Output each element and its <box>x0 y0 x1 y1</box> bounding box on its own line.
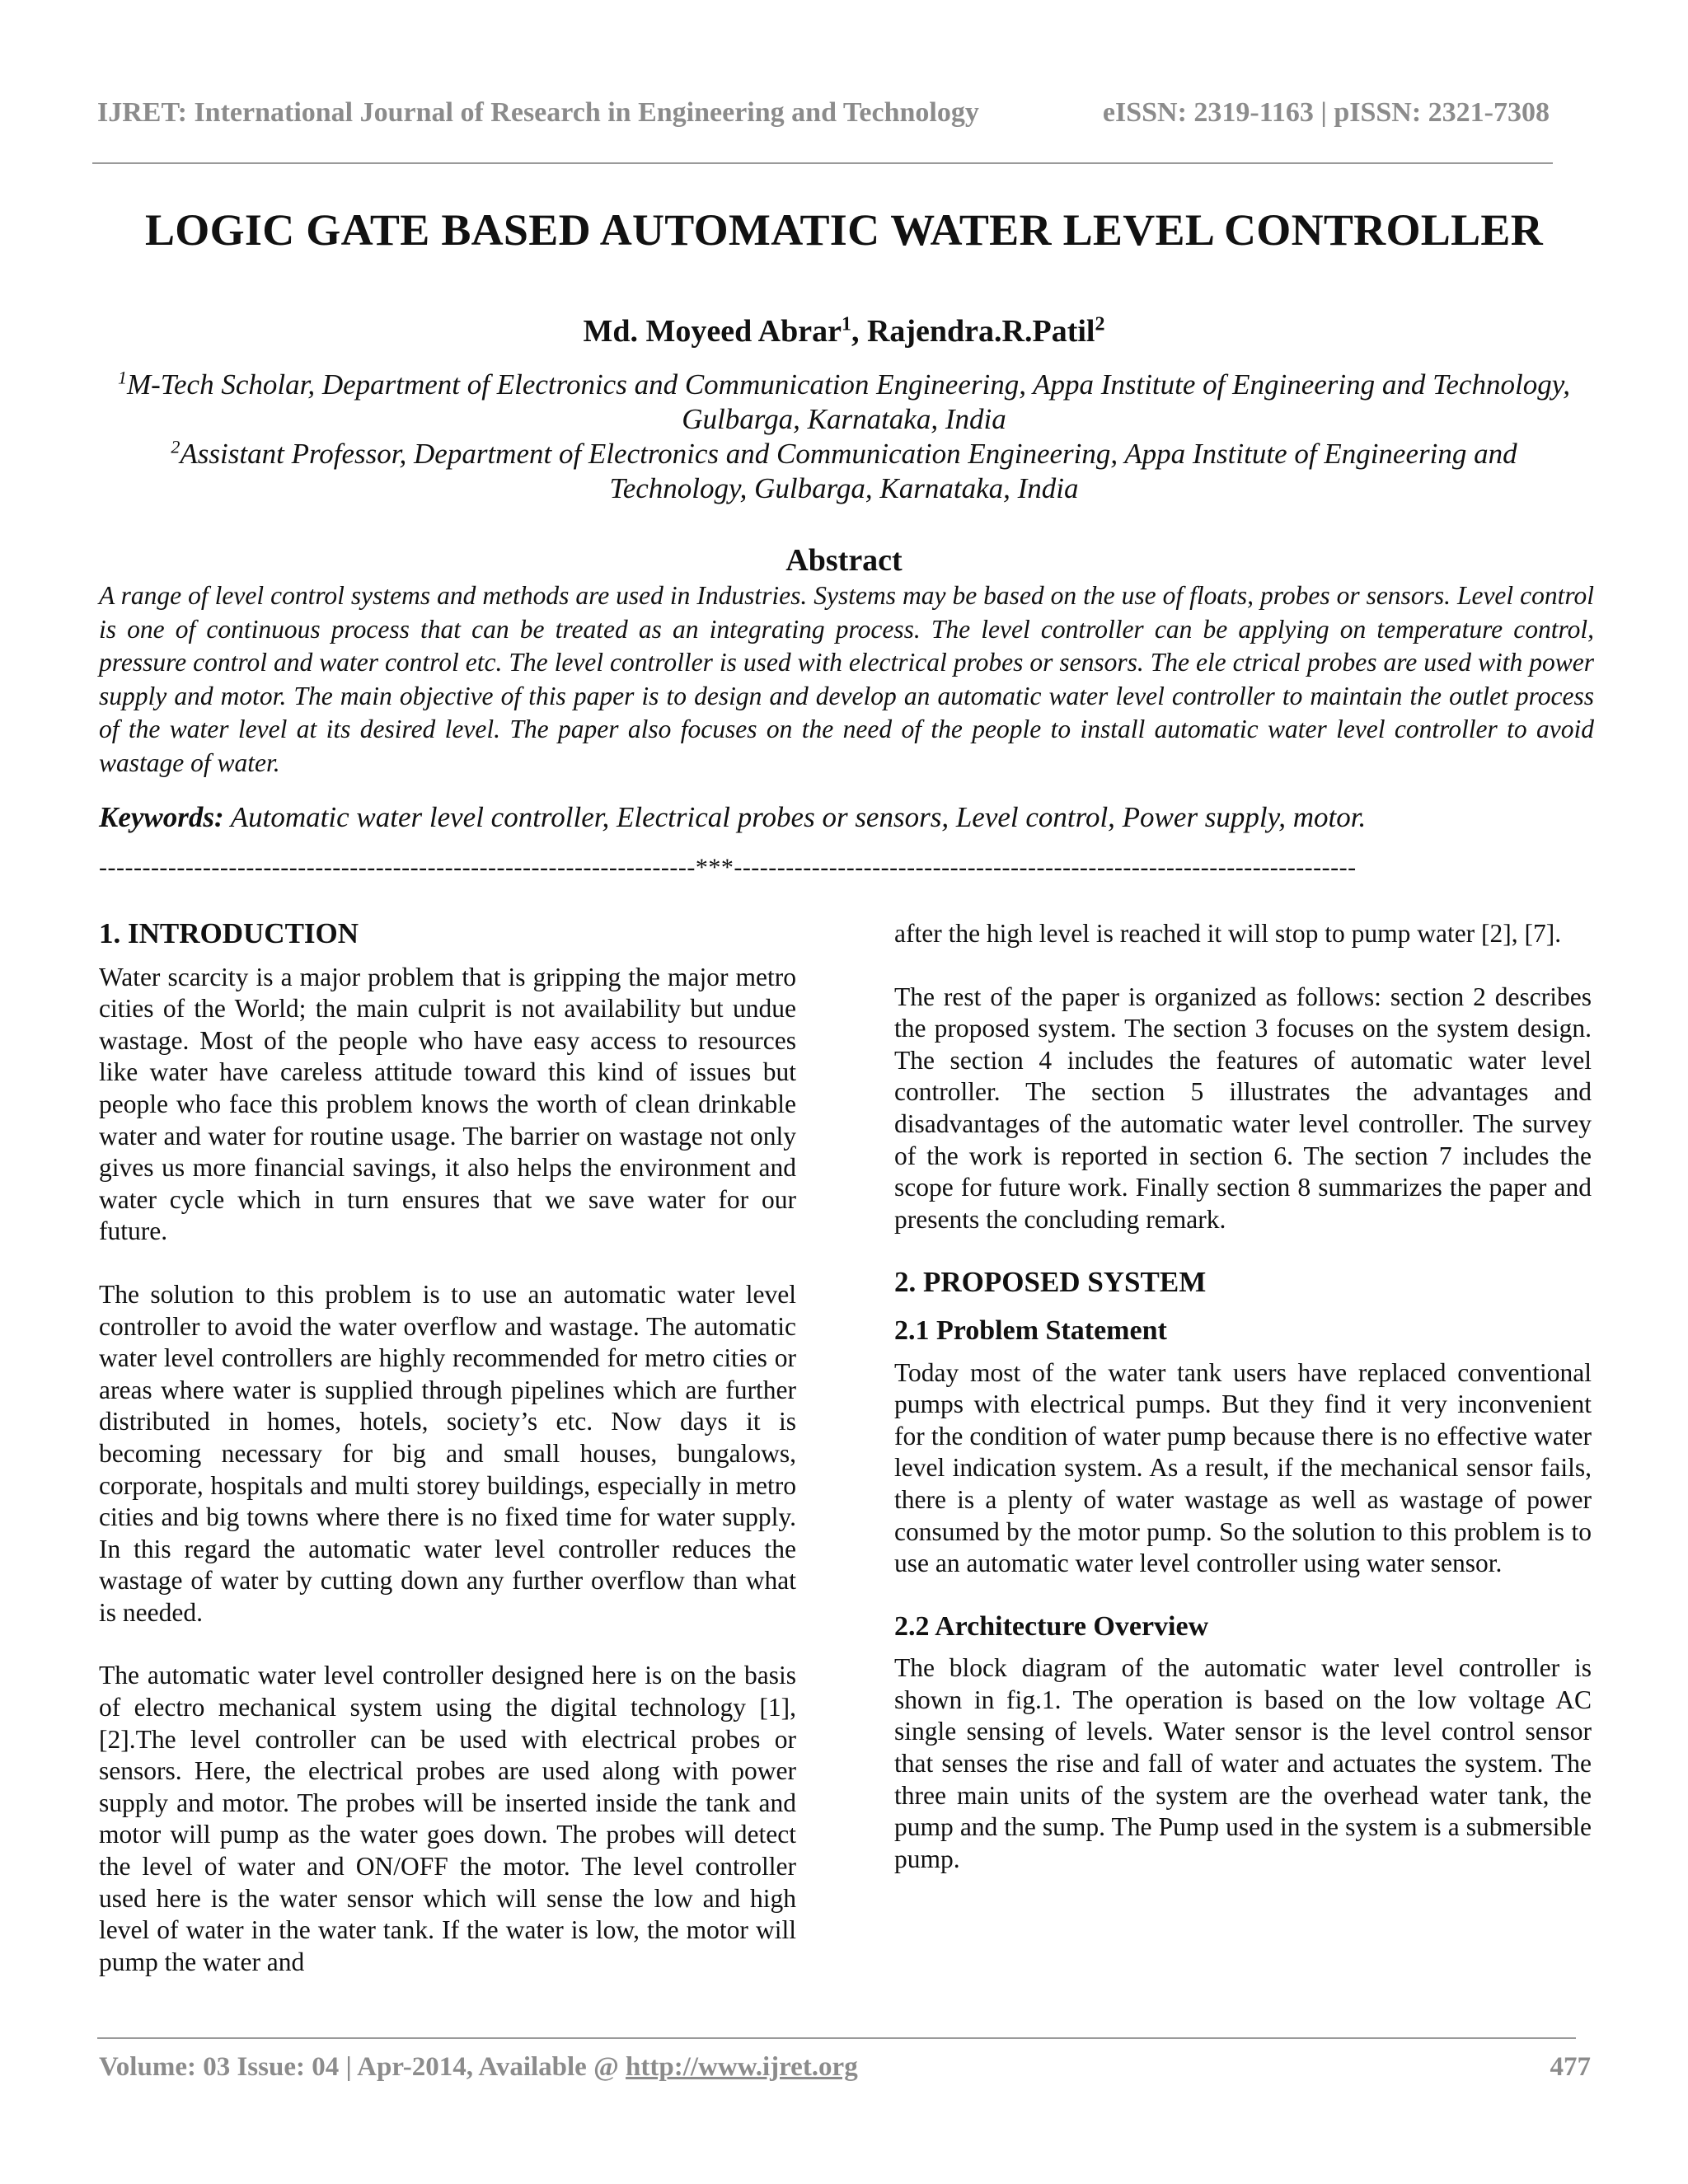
affiliation-mark: 1 <box>117 367 127 388</box>
footer-rule <box>97 2037 1576 2039</box>
abstract-text: A range of level control systems and methods are used in Industries. Systems may be based on the use of floats, probes or sensors. Level control is one of continuous process that can be treated as an integrating process. The level controller can be applying on temperature control, pressure control and water control etc. The level controller is used with electrical probes or sensors. The ele ctrical probes are used with power supply and motor. The main objective of this paper is to design and develop an automatic water level controller to maintain the outlet process of the water level at its desired level. The paper also focuses on the need of the people to install automatic water level controller to avoid wastage of water. <box>99 581 1594 777</box>
paper-title: LOGIC GATE BASED AUTOMATIC WATER LEVEL CONTROLLER <box>144 205 1544 255</box>
keywords-label: Keywords: <box>99 801 224 833</box>
affiliation-mark: 2 <box>1095 313 1105 335</box>
page-footer <box>99 2052 1591 2083</box>
abstract-heading: Abstract <box>785 543 903 578</box>
affiliation-text: Assistant Professor, Department of Electronics and Communication Engineering, Appa Institute of Engineering and Technology, Gulbarga, Karnataka, India <box>180 438 1517 504</box>
paragraph: Water scarcity is a major problem that is gripping the major metro cities of the World; the main culprit is not availability but undue wastage. Most of the people who have easy access to resources like water have careless attitude toward this kind of issues but people who face this problem knows the worth of clean drinkable water and water for routine usage. The barrier on wastage not only gives us more financial savings, it also helps the environment and water cycle which in turn ensures that we save water for our future. <box>99 962 796 1246</box>
affiliations <box>115 368 1573 506</box>
paragraph: Today most of the water tank users have replaced conventional pumps with electrical pumps. But they find it very inconvenient for the condition of water pump because there is no effective water level indication system. As a result, if the mechanical sensor fails, there is a plenty of water wastage as well as wastage of power consumed by the motor pump. So the solution to this problem is to use an automatic water level controller using water sensor. <box>894 1357 1592 1578</box>
affiliation-mark: 2 <box>171 436 181 457</box>
affiliation-mark: 1 <box>841 313 851 335</box>
author-separator: , <box>851 314 867 349</box>
issn: eISSN: 2319-1163 | pISSN: 2321-7308 <box>1102 97 1550 128</box>
section-heading: 1. INTRODUCTION <box>99 917 359 949</box>
right-column <box>894 918 1592 1875</box>
author-name: Rajendra.R.Patil <box>866 314 1095 349</box>
volume-info: Volume: 03 Issue: 04 | Apr-2014, Available @ <box>99 2052 626 2082</box>
left-column <box>99 918 796 1978</box>
paragraph: The solution to this problem is to use an automatic water level controller to avoid the water overflow and wastage. The automatic water level controllers are highly recommended for metro cities or areas where water is supplied through pipelines which are further distributed in homes, hotels, society’s etc. Now days it is becoming necessary for big and small houses, bungalows, corporate, hospitals and multi storey buildings, especially in metro cities and big towns where there is no fixed time for water supply. In this regard the automatic water level controller reduces the wastage of water by cutting down any further overflow than what is needed. <box>99 1279 796 1627</box>
paragraph: The block diagram of the automatic water level controller is shown in fig.1. The operation is based on the low voltage AC single sensing of levels. Water sensor is the level control sensor that senses the rise and fall of water and actuates the system. The three main units of the system are the overhead water tank, the pump and the sump. The Pump used in the system is a submersible pump. <box>894 1653 1592 1873</box>
footer-volume <box>99 2052 858 2083</box>
paragraph: The automatic water level controller designed here is on the basis of electro mechanical system using the digital technology [1], [2].The level controller can be used with electrical probes or sensors. Here, the electrical probes are used along with power supply and motor. The probes will be inserted inside the tank and motor will pump as the water goes down. The probes will detect the level of water and ON/OFF the motor. The level controller used here is the water sensor which will sense the low and high level of water in the water tank. If the water is low, the motor will pump the water and <box>99 1661 796 1976</box>
subsection-heading: 2.2 Architecture Overview <box>894 1610 1209 1642</box>
page-number: 477 <box>1550 2052 1591 2082</box>
author-name: Md. Moyeed Abrar <box>583 314 842 349</box>
keywords <box>99 801 1594 834</box>
affiliation-text: M-Tech Scholar, Department of Electronics and Communication Engineering, Appa Institute of Engineering and Technology, Gulbarga, Karnataka, India <box>126 368 1571 435</box>
section-heading: 2. PROPOSED SYSTEM <box>894 1266 1207 1299</box>
subsection-heading: 2.1 Problem Statement <box>894 1315 1167 1346</box>
running-header <box>97 97 1550 129</box>
section-divider: ---------------------------------------------------------------------***------------------------------------------------------------------------ <box>99 854 1357 881</box>
paragraph: after the high level is reached it will stop to pump water [2], [7]. <box>894 919 1562 948</box>
affiliation <box>115 368 1573 437</box>
keywords-text: Automatic water level controller, Electrical probes or sensors, Level control, Power supply, motor. <box>223 801 1367 833</box>
paragraph: The rest of the paper is organized as follows: section 2 describes the proposed system. The section 3 focuses on the system design. The section 4 includes the features of automatic water level controller. The section 5 illustrates the advantages and disadvantages of the automatic water level controller. The survey of the work is reported in section 6. The section 7 includes the scope for future work. Finally section 8 summarizes the paper and presents the concluding remark. <box>894 982 1592 1234</box>
affiliation <box>115 437 1573 506</box>
header-rule <box>92 162 1553 164</box>
author-line <box>0 313 1688 349</box>
journal-link[interactable]: http://www.ijret.org <box>626 2052 858 2082</box>
journal-name: IJRET: International Journal of Research in Engineering and Technology <box>97 97 979 128</box>
